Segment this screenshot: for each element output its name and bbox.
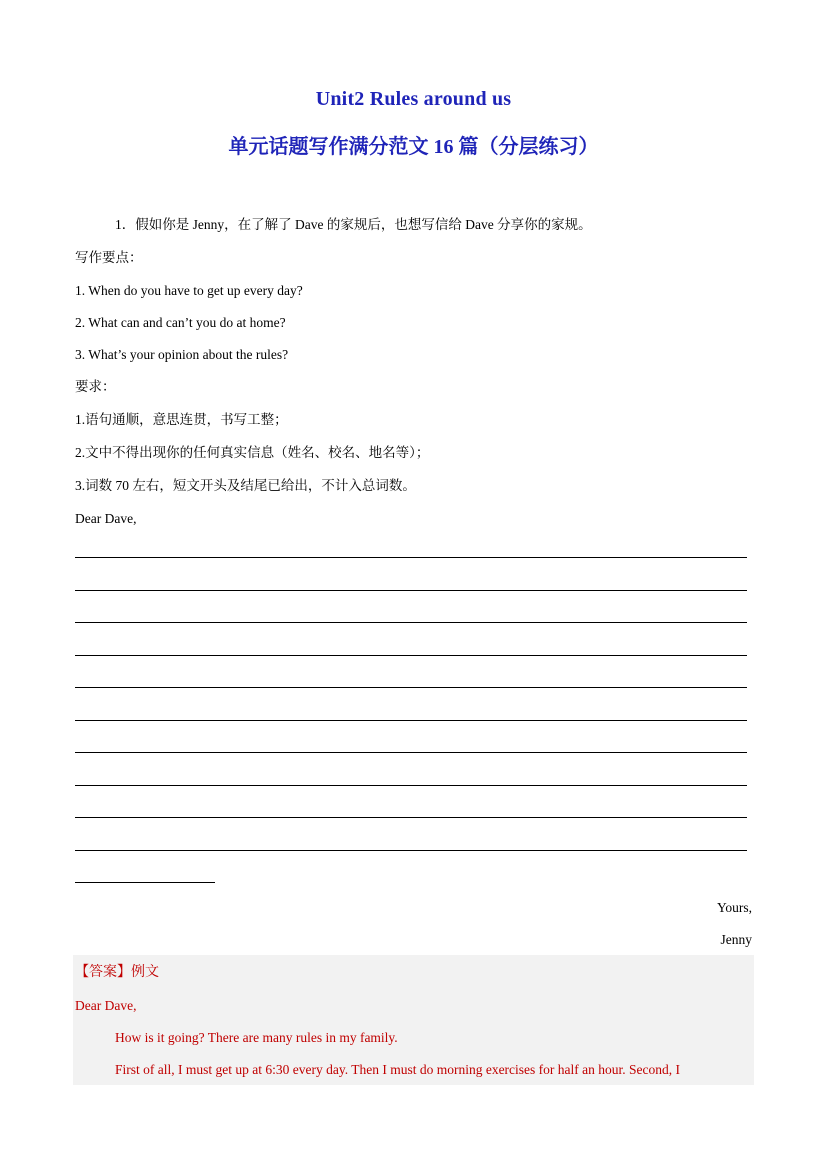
requirements-label: 要求：: [75, 379, 116, 394]
writing-line[interactable]: [75, 785, 747, 786]
writing-line[interactable]: [75, 655, 747, 656]
answer-label: 【答案】例文: [75, 964, 159, 980]
writing-line[interactable]: [75, 687, 747, 688]
writing-line[interactable]: [75, 590, 747, 591]
writing-line[interactable]: [75, 850, 747, 851]
writing-line[interactable]: [75, 817, 747, 818]
requirement-3: 3.词数 70 左右，短文开头及结尾已给出，不计入总词数。: [75, 478, 416, 493]
letter-salutation: Dear Dave,: [75, 511, 137, 526]
requirement-1: 1.语句通顺，意思连贯，书写工整；: [75, 412, 288, 427]
writing-line[interactable]: [75, 720, 747, 721]
letter-signature: Jenny: [720, 932, 752, 947]
title-chinese: 单元话题写作满分范文 16 篇（分层练习）: [228, 136, 599, 158]
question-prompt: 1．假如你是 Jenny，在了解了 Dave 的家规后，也想写信给 Dave 分享你的家规。: [115, 217, 592, 232]
point-1: 1. When do you have to get up every day?: [75, 283, 303, 298]
title-english: Unit2 Rules around us: [315, 88, 512, 110]
writing-line[interactable]: [75, 752, 747, 753]
answer-paragraph-2: First of all, I must get up at 6:30 every day. Then I must do morning exercises for half an hour. Second, I: [115, 1062, 681, 1077]
answer-salutation: Dear Dave,: [75, 998, 137, 1013]
writing-line[interactable]: [75, 557, 747, 558]
answer-paragraph-1: How is it going? There are many rules in my family.: [115, 1030, 398, 1045]
points-label: 写作要点：: [75, 250, 143, 265]
letter-closing: Yours,: [716, 900, 752, 915]
writing-line-short[interactable]: [75, 882, 215, 883]
writing-line[interactable]: [75, 622, 747, 623]
point-3: 3. What’s your opinion about the rules?: [75, 347, 289, 362]
point-2: 2. What can and can’t you do at home?: [75, 315, 286, 330]
requirement-2: 2.文中不得出现你的任何真实信息（姓名、校名、地名等）；: [75, 445, 430, 460]
